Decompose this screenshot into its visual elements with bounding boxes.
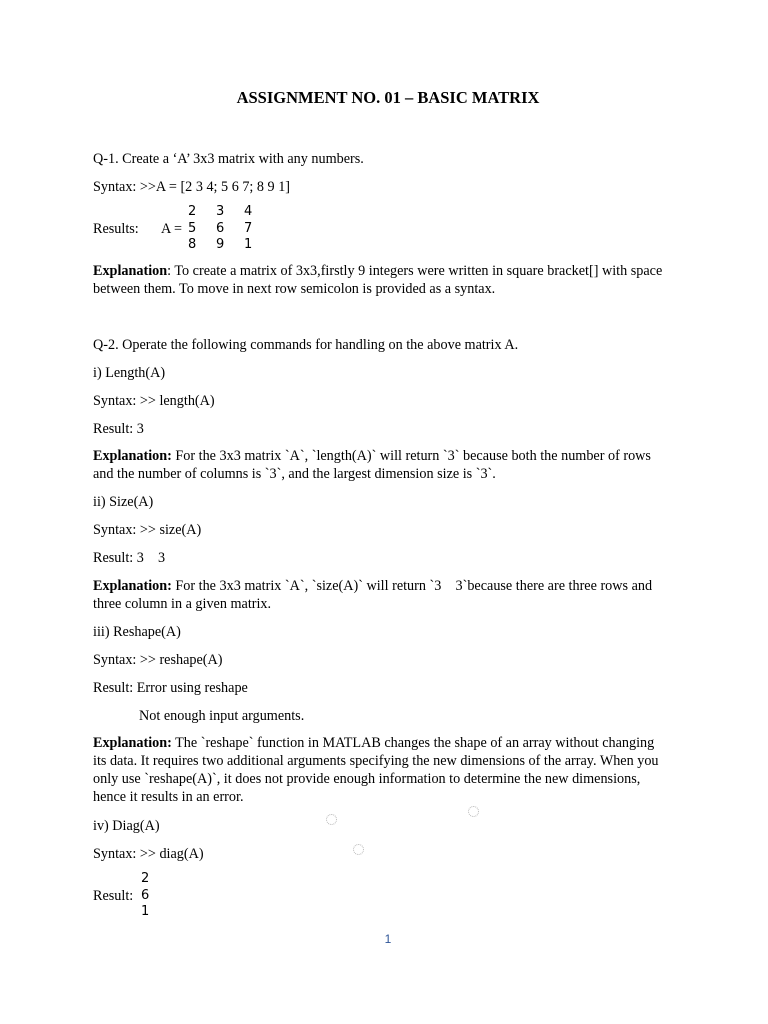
explanation-text: For the 3x3 matrix `A`, `length(A)` will return `3` because both the number of rows and the number of columns is `3`, and the largest dimension size is `3`. bbox=[93, 448, 651, 482]
q1-syntax: Syntax: >>A = [2 3 4; 5 6 7; 8 9 1] bbox=[93, 179, 291, 195]
size-explanation bbox=[93, 577, 671, 613]
reshape-result: Result: Error using reshape bbox=[93, 680, 248, 696]
explanation-label: Explanation: bbox=[93, 578, 172, 594]
reshape-explanation bbox=[93, 734, 671, 806]
explanation-label: Explanation bbox=[93, 263, 168, 279]
explanation-text: : To create a matrix of 3x3,firstly 9 integers were written in square bracket[] with space between them. To move in next row semicolon is provided as a syntax. bbox=[93, 263, 663, 297]
matrix-cell: 9 bbox=[216, 237, 225, 252]
length-explanation bbox=[93, 447, 671, 483]
q2-question: Q-2. Operate the following commands for handling on the above matrix A. bbox=[93, 337, 519, 353]
diag-values bbox=[141, 871, 149, 921]
diag-value: 2 bbox=[141, 871, 150, 886]
reshape-heading: iii) Reshape(A) bbox=[93, 624, 181, 640]
diag-syntax: Syntax: >> diag(A) bbox=[93, 846, 204, 862]
matrix-cell: 2 bbox=[188, 204, 197, 219]
page-title: ASSIGNMENT NO. 01 – BASIC MATRIX bbox=[236, 88, 540, 107]
q1-question: Q-1. Create a ‘A’ 3x3 matrix with any numbers. bbox=[93, 151, 364, 167]
q1-matrix-prefix: A = bbox=[161, 221, 183, 237]
document-page bbox=[93, 0, 683, 1024]
reshape-syntax: Syntax: >> reshape(A) bbox=[93, 652, 223, 668]
matrix-row bbox=[188, 221, 272, 238]
page-number: 1 bbox=[384, 932, 392, 946]
explanation-text: For the 3x3 matrix `A`, `size(A)` will return `3 3`because there are three rows and three column in a given matrix. bbox=[93, 578, 656, 612]
size-syntax: Syntax: >> size(A) bbox=[93, 522, 202, 538]
matrix-cell: 7 bbox=[244, 220, 253, 236]
matrix-cell: 3 bbox=[216, 204, 225, 219]
explanation-text: The `reshape` function in MATLAB changes the shape of an array without changing its data. It requires two additional arguments specifying the new dimensions of the array. When you only use `reshape(A)`, it does not provide enough information to determine the new dimensions, hence it results in an error. bbox=[93, 735, 659, 805]
diag-value: 6 bbox=[141, 887, 150, 903]
length-heading: i) Length(A) bbox=[93, 365, 166, 381]
matrix-row bbox=[188, 237, 272, 254]
diag-value: 1 bbox=[141, 904, 150, 919]
length-syntax: Syntax: >> length(A) bbox=[93, 393, 215, 409]
size-heading: ii) Size(A) bbox=[93, 494, 154, 510]
length-result: Result: 3 bbox=[93, 421, 144, 437]
matrix-cell: 8 bbox=[188, 237, 197, 252]
matrix-row bbox=[188, 204, 272, 221]
reshape-result-detail: Not enough input arguments. bbox=[139, 708, 305, 724]
matrix-cell: 4 bbox=[244, 204, 253, 219]
matrix-cell: 5 bbox=[188, 220, 197, 236]
explanation-label: Explanation: bbox=[93, 735, 172, 751]
loading-spinner-icon bbox=[326, 814, 337, 825]
loading-spinner-icon bbox=[353, 844, 364, 855]
diag-result-label: Result: bbox=[93, 888, 134, 904]
explanation-label: Explanation: bbox=[93, 448, 172, 464]
q1-results-label: Results: bbox=[93, 221, 139, 237]
matrix-cell: 1 bbox=[244, 237, 253, 252]
loading-spinner-icon bbox=[468, 806, 479, 817]
size-result: Result: 3 3 bbox=[93, 550, 166, 566]
diag-heading: iv) Diag(A) bbox=[93, 818, 160, 834]
q1-matrix bbox=[188, 204, 272, 254]
q1-explanation bbox=[93, 262, 671, 298]
matrix-cell: 6 bbox=[216, 220, 225, 236]
